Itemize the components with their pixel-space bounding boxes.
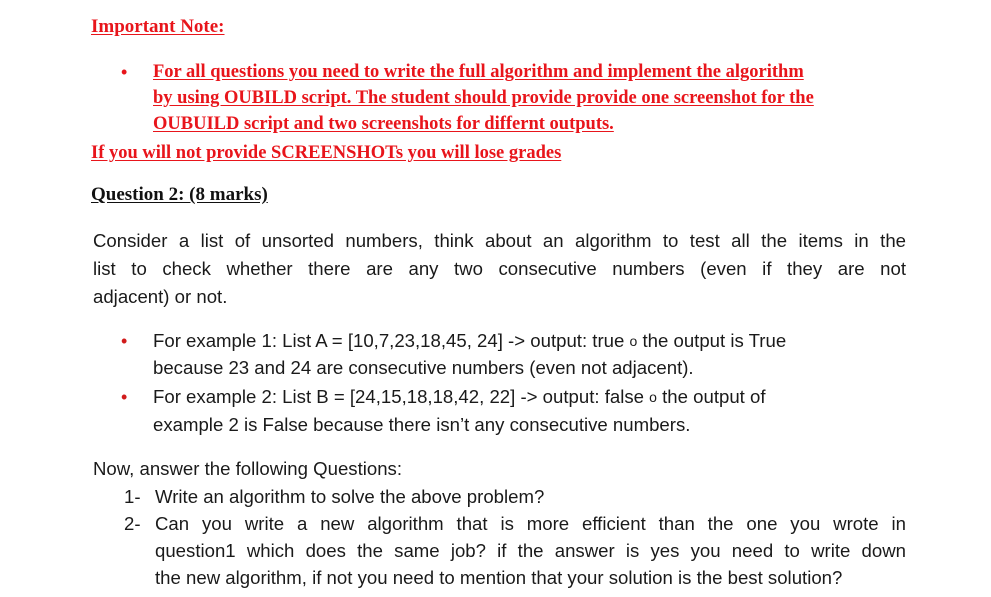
- question-2-line-3: the new algorithm, if not you need to mention that your solution is the best solution?: [155, 567, 843, 588]
- example-1-bullet-icon: •: [121, 331, 128, 351]
- example-2-bullet-icon: •: [121, 387, 128, 407]
- question-1-number: 1-: [124, 486, 141, 507]
- intro-line-2: list to check whether there are any two consecutive numbers (even if they are not: [93, 258, 906, 279]
- example-2-line-2: example 2 is False because there isn’t any consecutive numbers.: [153, 414, 691, 435]
- answer-instructions: Now, answer the following Questions:: [93, 458, 403, 479]
- example-1-statement: For example 1: List A = [10,7,23,18,45, 24] -> output: true: [153, 330, 625, 351]
- example-1-line-2: because 23 and 24 are consecutive numbers (even not adjacent).: [153, 357, 694, 378]
- example-1-line-1: [153, 330, 786, 352]
- intro-line-1: Consider a list of unsorted numbers, think about an algorithm to test all the items in the: [93, 230, 906, 251]
- question-2-number: 2-: [124, 513, 141, 534]
- note-line-1: For all questions you need to write the full algorithm and implement the algorithm: [153, 62, 804, 82]
- intro-line-3: adjacent) or not.: [93, 286, 228, 307]
- circle-bullet-icon: o: [629, 333, 638, 349]
- screenshot-warning: If you will not provide SCREENSHOTs you will lose grades: [91, 143, 562, 163]
- example-2-line-1: [153, 386, 766, 408]
- example-2-statement: For example 2: List B = [24,15,18,18,42, 22] -> output: false: [153, 386, 644, 407]
- example-1-result: the output is True: [642, 330, 787, 351]
- question-1-text: Write an algorithm to solve the above problem?: [155, 486, 545, 507]
- question-heading: Question 2: (8 marks): [91, 184, 268, 205]
- question-2-line-2: question1 which does the same job? if the answer is yes you need to write down: [155, 540, 906, 561]
- important-note-heading: Important Note:: [91, 16, 225, 37]
- circle-bullet-icon: o: [649, 389, 657, 405]
- note-bullet-icon: •: [121, 62, 128, 82]
- note-line-2: by using OUBILD script. The student should provide provide one screenshot for the: [153, 88, 814, 108]
- example-2-result: the output of: [662, 386, 766, 407]
- note-line-3: OUBUILD script and two screenshots for differnt outputs.: [153, 114, 614, 134]
- question-2-line-1: Can you write a new algorithm that is more efficient than the one you wrote in: [155, 513, 906, 534]
